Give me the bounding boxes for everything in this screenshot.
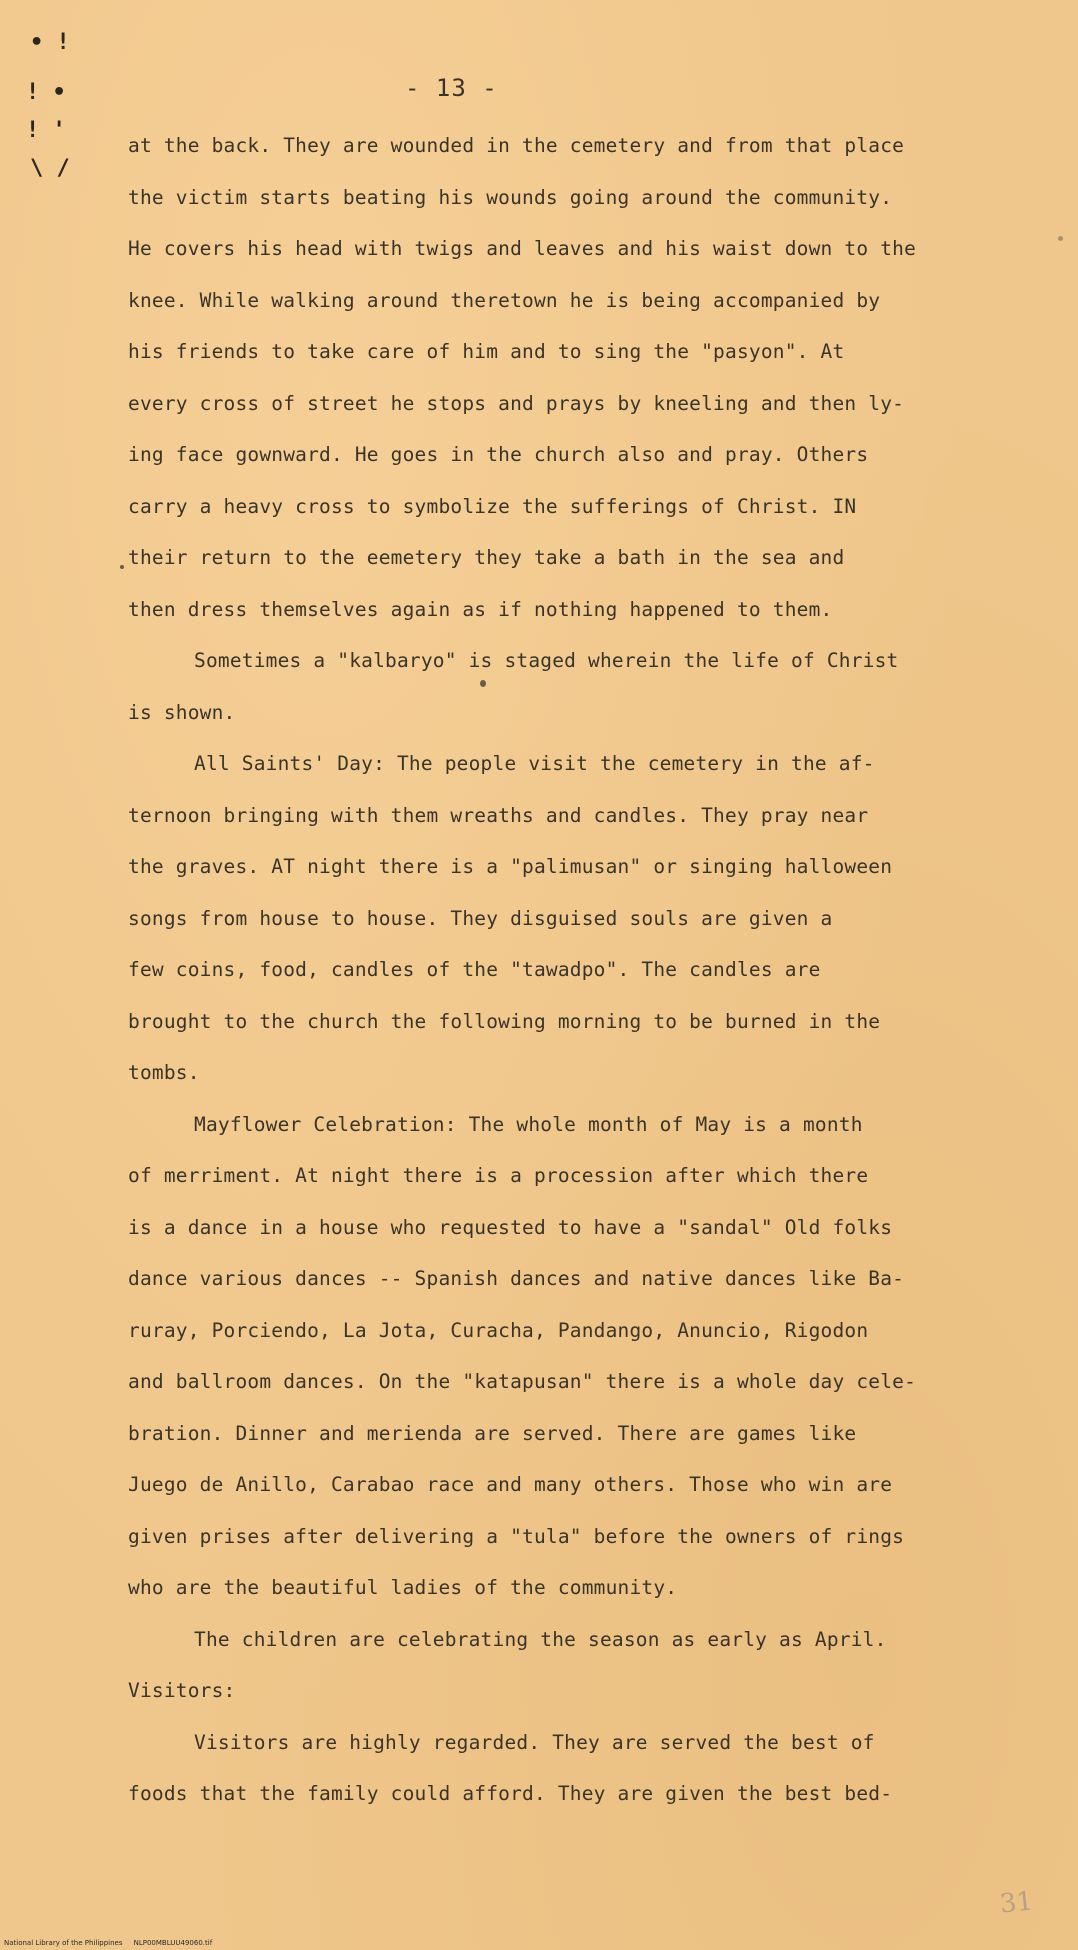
text-line: few coins, food, candles of the "tawadpo". The candles are — [128, 958, 821, 981]
text-line: and ballroom dances. On the "katapusan" there is a whole day cele- — [128, 1370, 917, 1393]
text-line: at the back. They are wounded in the cemetery and from that place — [128, 134, 905, 157]
text-line: knee. While walking around theretown he is being accompanied by — [128, 288, 881, 312]
text-line: ruray, Porciendo, La Jota, Curacha, Pandango, Anuncio, Rigodon — [128, 1318, 869, 1342]
text-line: tombs. — [128, 1061, 200, 1084]
text-line: bration. Dinner and merienda are served. There are games like — [128, 1421, 857, 1445]
section-heading-line: Visitors: — [128, 1679, 236, 1702]
text-line: He covers his head with twigs and leaves and his waist down to the — [128, 237, 917, 260]
text-line: ing face gownward. He goes in the church also and pray. Others — [128, 443, 869, 466]
text-line: Sometimes a "kalbaryo" is staged wherein the life of Christ — [194, 649, 899, 672]
section-heading-line: Mayflower Celebration: The whole month of May is a month — [194, 1112, 863, 1136]
archive-footer-label: National Library of the Philippines NLP00MBLUU49060.tif — [4, 1939, 213, 1947]
text-line: the victim starts beating his wounds going around the community. — [128, 185, 893, 209]
typed-text-body — [128, 120, 1008, 1820]
text-line: songs from house to house. They disguised souls are given a — [128, 906, 833, 930]
page-number: - 13 - — [405, 74, 498, 102]
text-line: their return to the eemetery they take a bath in the sea and — [128, 546, 845, 569]
text-line: is shown. — [128, 700, 236, 724]
text-line: given prises after delivering a "tula" before the owners of rings — [128, 1524, 905, 1548]
handwritten-page-mark: 31 — [998, 1886, 1035, 1920]
text-line: Juego de Anillo, Carabao race and many others. Those who win are — [128, 1473, 893, 1496]
text-line: every cross of street he stops and prays by kneeling and then ly- — [128, 391, 905, 415]
text-line: then dress themselves again as if nothing happened to them. — [128, 597, 833, 621]
margin-mark: ! ' — [26, 118, 66, 143]
margin-mark: • ! — [30, 30, 70, 55]
ink-speck — [120, 565, 124, 569]
text-line: The children are celebrating the season as early as April. — [194, 1627, 887, 1651]
text-line: brought to the church the following morning to be burned in the — [128, 1009, 881, 1033]
margin-mark: ! • — [26, 80, 66, 105]
text-line: ternoon bringing with them wreaths and candles. They pray near — [128, 803, 869, 827]
text-line: Visitors are highly regarded. They are served the best of — [194, 1730, 875, 1754]
text-line: foods that the family could afford. They are given the best bed- — [128, 1782, 893, 1805]
text-line: of merriment. At night there is a procession after which there — [128, 1164, 869, 1187]
text-line: is a dance in a house who requested to have a "sandal" Old folks — [128, 1215, 893, 1239]
text-line: his friends to take care of him and to sing the "pasyon". At — [128, 340, 845, 363]
margin-mark: \ / — [30, 156, 70, 181]
text-line: the graves. AT night there is a "palimusan" or singing halloween — [128, 855, 893, 878]
text-line: carry a heavy cross to symbolize the sufferings of Christ. IN — [128, 494, 857, 518]
section-heading-line: All Saints' Day: The people visit the cemetery in the af- — [194, 752, 875, 775]
ink-speck — [1058, 236, 1063, 241]
text-line: dance various dances -- Spanish dances and native dances like Ba- — [128, 1267, 905, 1290]
text-line: who are the beautiful ladies of the community. — [128, 1576, 678, 1599]
